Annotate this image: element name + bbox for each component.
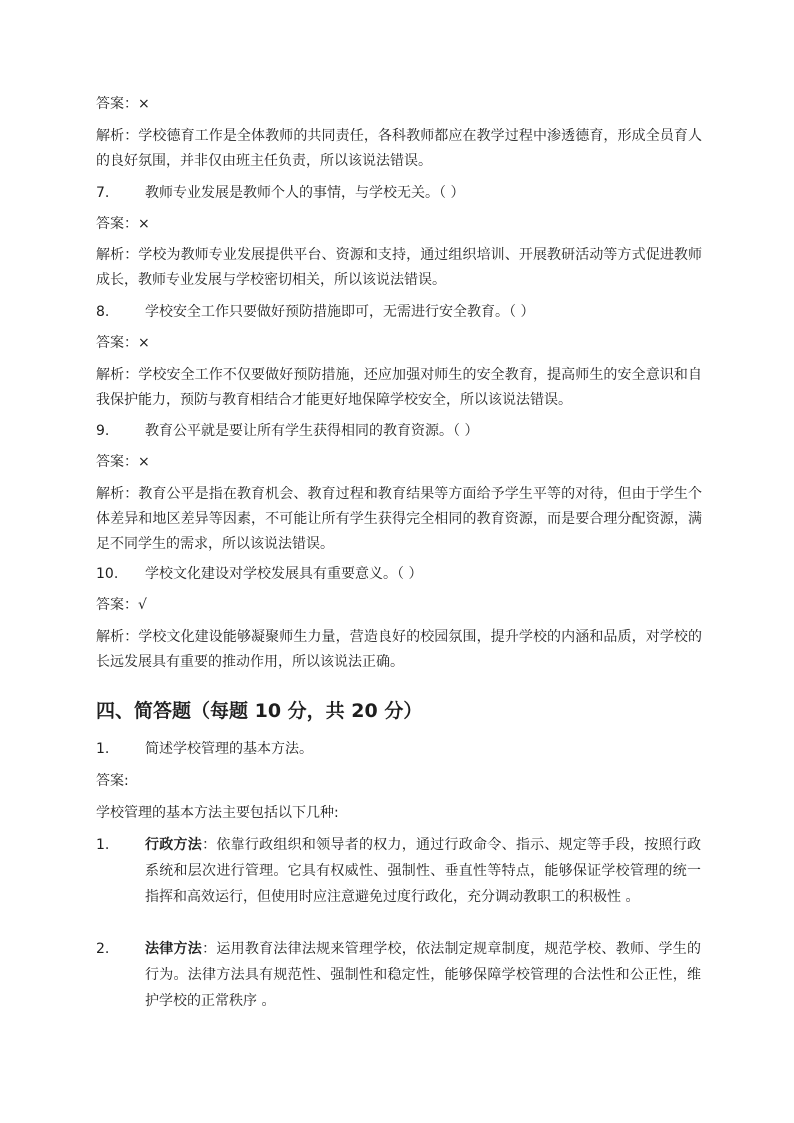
analysis-7 <box>96 243 702 293</box>
list-item-term: 法律方法 <box>145 941 203 957</box>
list-item <box>145 832 701 910</box>
analysis-text: 教育公平是指在教育机会、教育过程和教育结果等方面给予学生平等的对待，但由于学生个体差异和地区差异等因素，不可能让所有学生获得完全相同的教育资源，而是要合理分配资源，满足不同学生的需求，所以该说法错误。 <box>96 486 703 552</box>
answer-intro: 学校管理的基本方法主要包括以下几种: <box>96 805 339 821</box>
answer-line-7 <box>96 212 702 236</box>
question-text-8: 学校安全工作只要做好预防措施即可，无需进行安全教育。（ ） <box>145 304 535 320</box>
answer-mark: × <box>138 454 150 470</box>
analysis-text: 学校德育工作是全体教师的共同责任，各科教师都应在教学过程中渗透德育，形成全员育人的良好氛围，并非仅由班主任负责，所以该说法错误。 <box>96 128 703 169</box>
analysis-8 <box>96 363 702 413</box>
short-question-number-1: 1. <box>96 741 110 757</box>
list-item-text: ：依靠行政组织和领导者的权力，通过行政命令、指示、规定等手段，按照行政系统和层次进行管理。它具有权威性、强制性、垂直性等特点，能够保证学校管理的统一指挥和高效运行，但使用时应注意避免过度行政化，充分调动教职工的积极性 。 <box>145 837 702 905</box>
answer-mark: × <box>138 335 150 351</box>
analysis-label: 解析： <box>96 367 139 383</box>
analysis-label: 解析： <box>96 486 139 502</box>
answer-label-line: 答案: <box>96 773 129 789</box>
analysis-label: 解析： <box>96 629 139 645</box>
answer-line-10 <box>96 593 702 617</box>
analysis-10 <box>96 625 702 675</box>
answer-label: 答案： <box>96 216 138 232</box>
answer-line-8 <box>96 331 702 355</box>
answer-label: 答案： <box>96 454 138 470</box>
question-number-7: 7. <box>96 185 110 201</box>
question-text-7: 教师专业发展是教师个人的事情，与学校无关。（ ） <box>145 185 465 201</box>
analysis-6 <box>96 124 702 174</box>
list-item-number: 1. <box>96 837 110 853</box>
answer-mark: × <box>138 96 150 112</box>
question-text-10: 学校文化建设对学校发展具有重要意义。（ ） <box>145 566 423 582</box>
question-text-9: 教育公平就是要让所有学生获得相同的教育资源。（ ） <box>145 423 479 439</box>
analysis-text: 学校为教师专业发展提供平台、资源和支持，通过组织培训、开展教研活动等方式促进教师成长，教师专业发展与学校密切相关，所以该说法错误。 <box>96 247 703 288</box>
question-number-10: 10. <box>96 566 119 582</box>
list-item-text: ：运用教育法律法规来管理学校，依法制定规章制度，规范学校、教师、学生的行为。法律方法具有规范性、强制性和稳定性，能够保障学校管理的合法性和公正性，维护学校的正常秩序 。 <box>145 941 702 1009</box>
section-heading: 四、简答题（每题 10 分，共 20 分） <box>96 700 423 722</box>
question-number-8: 8. <box>96 304 110 320</box>
analysis-9 <box>96 482 702 557</box>
list-item-term: 行政方法 <box>145 837 203 853</box>
answer-mark: × <box>138 216 150 232</box>
list-item-number: 2. <box>96 941 110 957</box>
answer-label: 答案： <box>96 335 138 351</box>
answer-label: 答案： <box>96 597 138 613</box>
answer-mark: √ <box>138 597 147 613</box>
answer-line-6 <box>96 92 702 116</box>
analysis-text: 学校安全工作不仅要做好预防措施，还应加强对师生的安全教育，提高师生的安全意识和自我保护能力，预防与教育相结合才能更好地保障学校安全，所以该说法错误。 <box>96 367 703 408</box>
analysis-text: 学校文化建设能够凝聚师生力量，营造良好的校园氛围，提升学校的内涵和品质，对学校的长远发展具有重要的推动作用，所以该说法正确。 <box>96 629 703 670</box>
analysis-label: 解析： <box>96 128 139 144</box>
list-item <box>145 936 701 1014</box>
short-question-text-1: 简述学校管理的基本方法。 <box>145 741 313 757</box>
question-number-9: 9. <box>96 423 110 439</box>
analysis-label: 解析： <box>96 247 139 263</box>
answer-label: 答案： <box>96 96 138 112</box>
answer-line-9 <box>96 450 702 474</box>
